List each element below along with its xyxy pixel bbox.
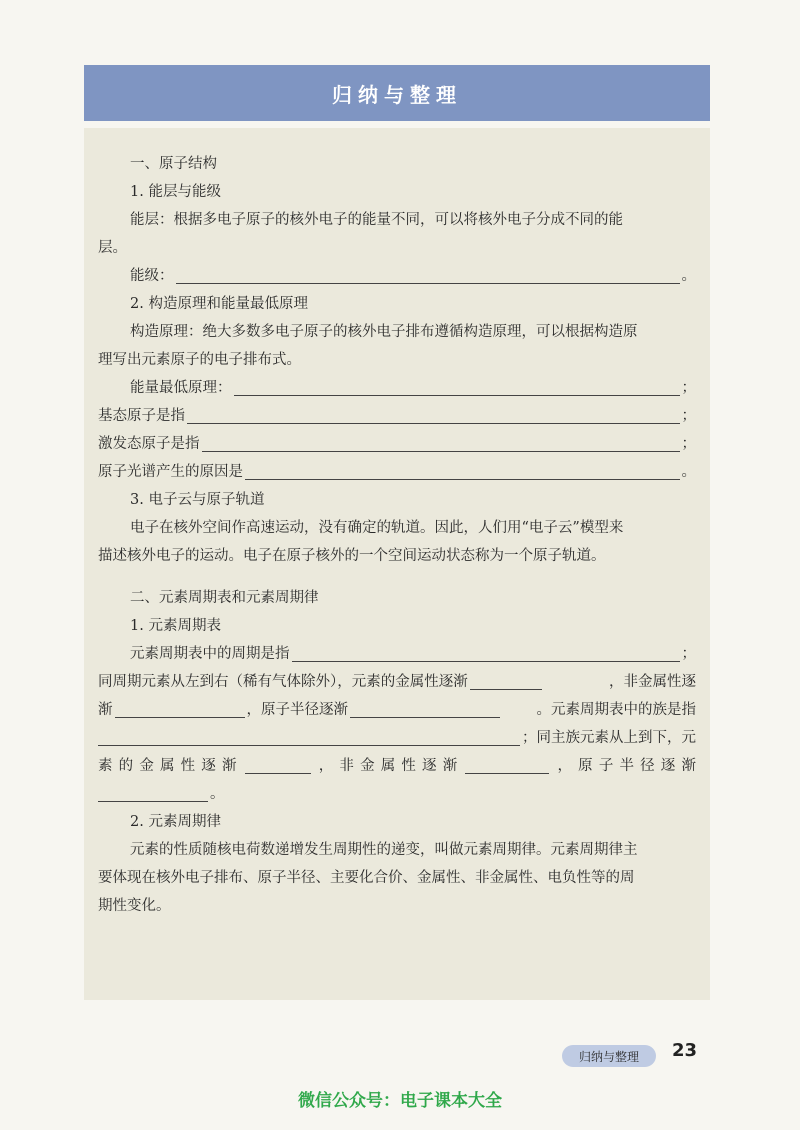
paragraph-periodic-law-end: 期性变化。 (98, 898, 171, 914)
fill-in-group-trends: 素 的 金 属 性 逐 渐 ， 非 金 属 性 逐 渐 ， 原 子 半 径 逐 渐 (98, 752, 696, 780)
fill-in-ground-state: 基态原子是指 ； (98, 402, 696, 430)
fill-in-period: 元素周期表中的周期是指 ； (98, 640, 696, 668)
answer-blank[interactable] (245, 755, 311, 774)
fill-in-sublevel: 能级： 。 (98, 262, 696, 290)
paragraph-aufbau: 构造原理：绝大多数多电子原子的核外电子排布遵循构造原理，可以根据构造原 (130, 324, 638, 340)
answer-blank[interactable] (98, 727, 520, 746)
answer-blank[interactable] (98, 783, 208, 802)
answer-blank[interactable] (234, 377, 680, 396)
subheading-energy-levels: 1. 能层与能级 (130, 184, 221, 200)
paragraph-energy-level-cont: 层。 (98, 240, 127, 256)
heading-periodic-table: 二、元素周期表和元素周期律 (130, 590, 319, 606)
answer-blank[interactable] (176, 265, 680, 284)
answer-blank[interactable] (350, 699, 500, 718)
fill-in-radius-group: 渐 ，原子半径逐渐 。元素周期表中的族是指 (98, 696, 696, 724)
subheading-aufbau: 2. 构造原理和能量最低原理 (130, 296, 308, 312)
subheading-electron-cloud: 3. 电子云与原子轨道 (130, 492, 265, 508)
answer-blank[interactable] (292, 643, 680, 662)
wechat-watermark: 微信公众号：电子课本大全 (298, 1091, 502, 1111)
paragraph-periodic-law-cont: 要体现在核外电子排布、原子半径、主要化合价、金属性、非金属性、电负性等的周 (98, 870, 635, 886)
answer-blank[interactable] (465, 755, 549, 774)
heading-atomic-structure: 一、原子结构 (130, 156, 217, 172)
fill-in-excited-state: 激发态原子是指 ； (98, 430, 696, 458)
subheading-periodic-law: 2. 元素周期律 (130, 814, 221, 830)
page-number: 23 (672, 1040, 698, 1061)
summary-content (98, 150, 696, 920)
paragraph-electron-cloud: 电子在核外空间作高速运动，没有确定的轨道。因此，人们用“电子云”模型来 (130, 520, 624, 536)
fill-in-spectrum: 原子光谱产生的原因是 。 (98, 458, 696, 486)
page-title: 归纳与整理 (332, 82, 462, 107)
footer-section-tab: 归纳与整理 (562, 1045, 656, 1067)
paragraph-aufbau-cont: 理写出元素原子的电子排布式。 (98, 352, 301, 368)
paragraph-periodic-law: 元素的性质随核电荷数递增发生周期性的递变，叫做元素周期律。元素周期律主 (130, 842, 638, 858)
answer-blank[interactable] (470, 671, 542, 690)
fill-in-lowest-energy: 能量最低原理： ； (98, 374, 696, 402)
answer-blank[interactable] (115, 699, 245, 718)
paragraph-energy-level: 能层：根据多电子原子的核外电子的能量不同，可以将核外电子分成不同的能 (130, 212, 623, 228)
section-banner (84, 65, 710, 121)
paragraph-electron-cloud-cont: 描述核外电子的运动。电子在原子核外的一个空间运动状态称为一个原子轨道。 (98, 548, 606, 564)
answer-blank[interactable] (245, 461, 680, 480)
subheading-periodic-table: 1. 元素周期表 (130, 618, 221, 634)
answer-blank[interactable] (202, 433, 680, 452)
fill-in-same-group: ；同主族元素从上到下，元 (98, 724, 696, 752)
fill-in-same-period: 同周期元素从左到右（稀有气体除外），元素的金属性逐渐 ，非金属性逐 (98, 668, 696, 696)
fill-in-group-radius: 。 (98, 780, 696, 808)
answer-blank[interactable] (187, 405, 680, 424)
